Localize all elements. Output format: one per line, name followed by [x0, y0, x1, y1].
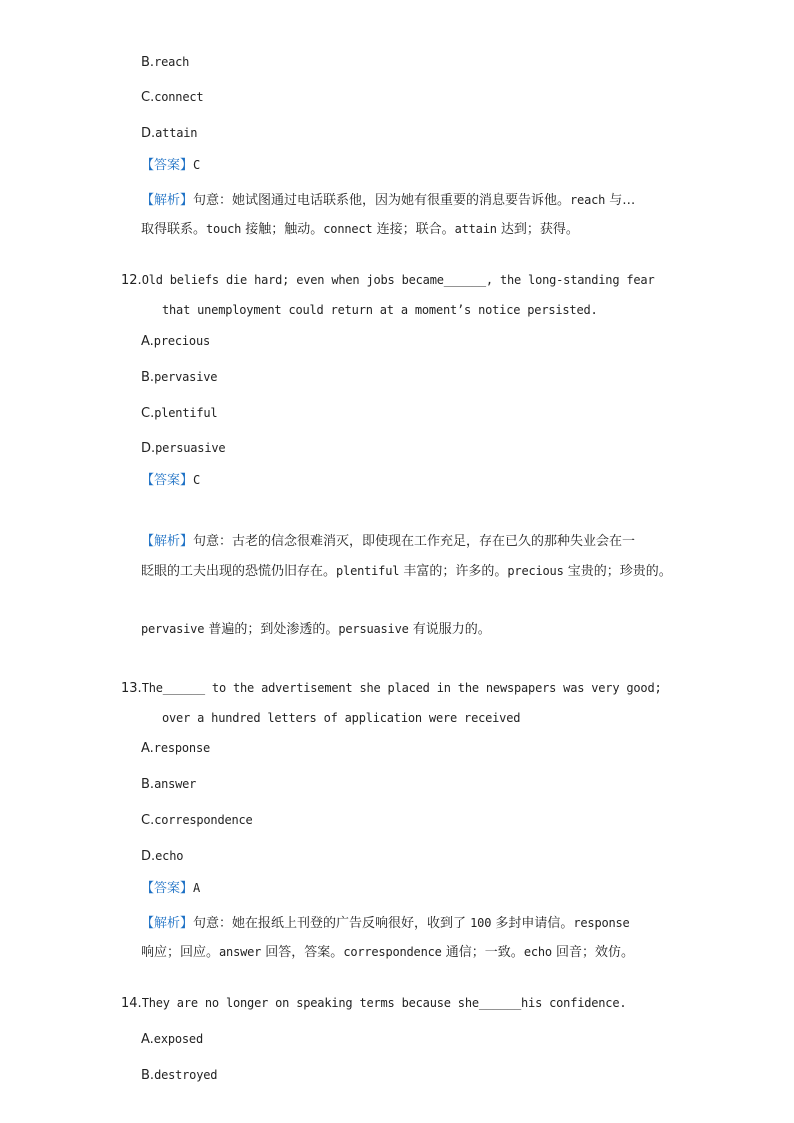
q11-answer	[141, 157, 200, 174]
analysis-text: 句意：古老的信念很难消灭，即使现在工作充足，存在已久的那种失业会在一	[193, 534, 636, 549]
question-stem: They are no longer on speaking terms because she______his confidence.	[141, 996, 627, 1010]
analysis-term: 100	[470, 916, 492, 930]
option-text: exposed	[153, 1032, 203, 1046]
analysis-label: 【解析】	[141, 193, 194, 208]
q11-analysis-line-2	[141, 221, 579, 238]
option-letter: D.	[141, 441, 156, 456]
q11-option-d	[141, 125, 197, 142]
answer-label: 【答案】	[141, 881, 194, 896]
analysis-text: 响应；回应。	[141, 945, 220, 960]
q12-analysis-line-2	[141, 563, 672, 580]
question-stem: Old beliefs die hard; even when jobs became______, the long-standing fear	[141, 273, 655, 287]
q11-option-c	[141, 89, 203, 106]
q14-option-a	[141, 1031, 203, 1048]
q12-option-c	[141, 405, 217, 422]
option-text: response	[153, 741, 210, 755]
q13-analysis-line-2	[141, 944, 634, 961]
analysis-text: 有说服力的。	[408, 622, 491, 637]
option-text: precious	[153, 334, 210, 348]
option-text: correspondence	[154, 813, 253, 827]
analysis-text: 丰富的；许多的。	[399, 564, 508, 579]
option-text: reach	[154, 55, 190, 69]
option-letter: C.	[141, 813, 155, 828]
option-text: pervasive	[154, 370, 218, 384]
q14-option-b	[141, 1067, 217, 1084]
analysis-text: 接触；触动。	[241, 222, 324, 237]
q12-option-b	[141, 369, 217, 386]
q13-option-b	[141, 776, 196, 793]
question-stem: The______ to the advertisement she placed in the newspapers was very good;	[141, 681, 662, 695]
answer-label: 【答案】	[141, 158, 194, 173]
q13-stem-line-1	[121, 680, 662, 697]
q14-stem-line-1	[121, 995, 626, 1012]
question-number: 13.	[121, 681, 142, 696]
q11-option-b	[141, 54, 189, 71]
analysis-term: answer	[219, 945, 262, 959]
analysis-text: 通信；一致。	[441, 945, 524, 960]
answer-value: C	[193, 158, 201, 172]
option-letter: B.	[141, 55, 155, 70]
analysis-term: touch	[206, 222, 242, 236]
option-letter: B.	[141, 777, 155, 792]
q12-stem-line-2	[162, 302, 598, 318]
analysis-text: 与…	[605, 193, 636, 208]
analysis-term: echo	[523, 945, 552, 959]
analysis-text: 达到；获得。	[496, 222, 579, 237]
analysis-text: 宝贵的；珍贵的。	[563, 564, 672, 579]
q12-analysis-line-3	[141, 621, 491, 638]
option-letter: B.	[141, 370, 155, 385]
option-letter: C.	[141, 90, 155, 105]
analysis-term: pervasive	[141, 622, 205, 636]
analysis-text: 连接；联合。	[372, 222, 455, 237]
q12-stem-line-1	[121, 272, 654, 289]
q12-option-a	[141, 333, 210, 350]
question-number: 12.	[121, 273, 142, 288]
analysis-label: 【解析】	[141, 534, 194, 549]
analysis-text: 回答，答案。	[261, 945, 344, 960]
option-text: connect	[154, 90, 204, 104]
analysis-term: attain	[454, 222, 497, 236]
option-letter: A.	[141, 334, 154, 349]
analysis-term: connect	[323, 222, 373, 236]
question-number: 14.	[121, 996, 142, 1011]
answer-label: 【答案】	[141, 473, 194, 488]
question-stem: that unemployment could return at a moment’s notice persisted.	[162, 303, 598, 317]
analysis-text: 句意：她在报纸上刊登的广告反响很好，收到了	[193, 916, 471, 931]
analysis-term: response	[573, 916, 630, 930]
analysis-text: 多封申请信。	[491, 916, 574, 931]
option-letter: D.	[141, 126, 156, 141]
analysis-label: 【解析】	[141, 916, 194, 931]
option-letter: C.	[141, 406, 155, 421]
option-letter: A.	[141, 741, 154, 756]
analysis-term: plentiful	[336, 564, 400, 578]
question-stem: over a hundred letters of application were received	[162, 711, 521, 725]
q13-stem-line-2	[162, 710, 520, 726]
q13-option-a	[141, 740, 210, 757]
answer-value: A	[193, 881, 201, 895]
option-letter: A.	[141, 1032, 154, 1047]
answer-value: C	[193, 473, 201, 487]
option-text: answer	[154, 777, 197, 791]
q13-analysis-line-1	[141, 915, 630, 932]
analysis-text: 普遍的；到处渗透的。	[204, 622, 339, 637]
q13-answer	[141, 880, 200, 897]
option-letter: B.	[141, 1068, 155, 1083]
analysis-text: 取得联系。	[141, 222, 207, 237]
q13-option-d	[141, 848, 183, 865]
option-text: plentiful	[154, 406, 218, 420]
option-text: persuasive	[155, 441, 226, 455]
analysis-text: 眨眼的工夫出现的恐慌仍旧存在。	[141, 564, 337, 579]
analysis-term: persuasive	[338, 622, 409, 636]
q12-option-d	[141, 440, 225, 457]
analysis-term: reach	[570, 193, 606, 207]
q13-option-c	[141, 812, 253, 829]
q12-answer	[141, 472, 200, 489]
option-letter: D.	[141, 849, 156, 864]
analysis-term: correspondence	[343, 945, 442, 959]
analysis-term: precious	[507, 564, 564, 578]
q12-analysis-line-1	[141, 533, 635, 550]
analysis-text: 回音；效仿。	[551, 945, 635, 960]
option-text: echo	[155, 849, 184, 863]
option-text: destroyed	[154, 1068, 218, 1082]
option-text: attain	[155, 126, 198, 140]
analysis-text: 句意：她试图通过电话联系他，因为她有很重要的消息要告诉他。	[193, 193, 571, 208]
q11-analysis-line-1	[141, 192, 635, 209]
